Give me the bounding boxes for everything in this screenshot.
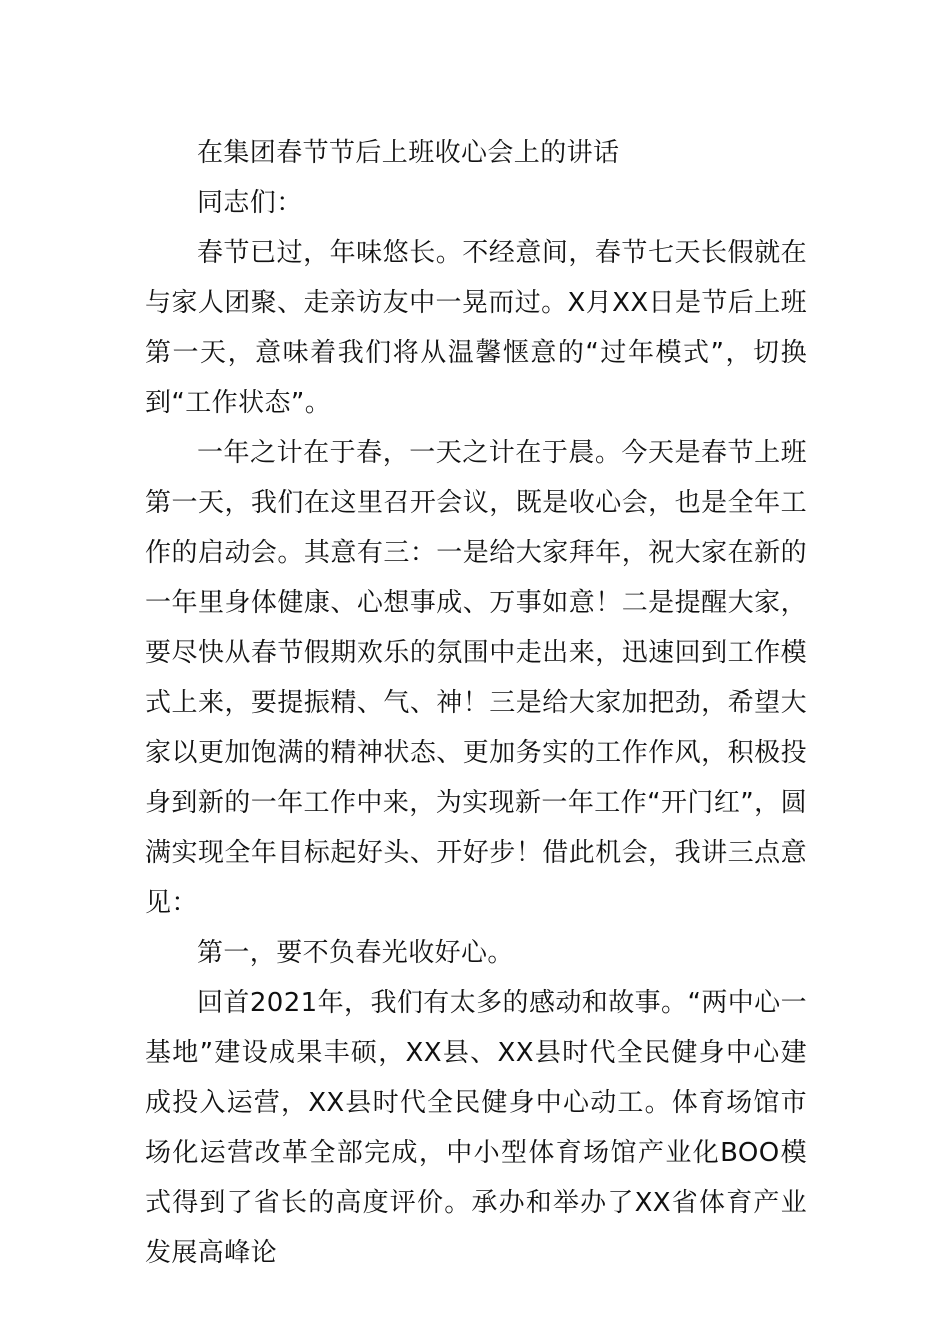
section-heading-1: 第一，要不负春光收好心。 [197, 938, 514, 968]
document-body [145, 128, 807, 1278]
document-title: 在集团春节节后上班收心会上的讲话 [197, 138, 620, 168]
paragraph-1: 春节已过，年味悠长。不经意间，春节七天长假就在与家人团聚、走亲访友中一晃而过。X月XX日是节后上班第一天，意味着我们将从温馨惬意的“过年模式”，切换到“工作状态”。 [145, 238, 807, 418]
paragraph-3: 回首2021年，我们有太多的感动和故事。“两中心一基地”建设成果丰硕，XX县、XX县时代全民健身中心建成投入运营，XX县时代全民健身中心动工。体育场馆市场化运营改革全部完成，中小型体育场馆产业化BOO模式得到了省长的高度评价。承办和举办了XX省体育产业发展高峰论 [145, 988, 807, 1268]
salutation: 同志们： [197, 188, 303, 218]
paragraph-2: 一年之计在于春，一天之计在于晨。今天是春节上班第一天，我们在这里召开会议，既是收心会，也是全年工作的启动会。其意有三：一是给大家拜年，祝大家在新的一年里身体健康、心想事成、万事如意！二是提醒大家，要尽快从春节假期欢乐的氛围中走出来，迅速回到工作模式上来，要提振精、气、神！三是给大家加把劲，希望大家以更加饱满的精神状态、更加务实的工作作风，积极投身到新的一年工作中来，为实现新一年工作“开门红”，圆满实现全年目标起好头、开好步！借此机会，我讲三点意见： [145, 438, 807, 918]
